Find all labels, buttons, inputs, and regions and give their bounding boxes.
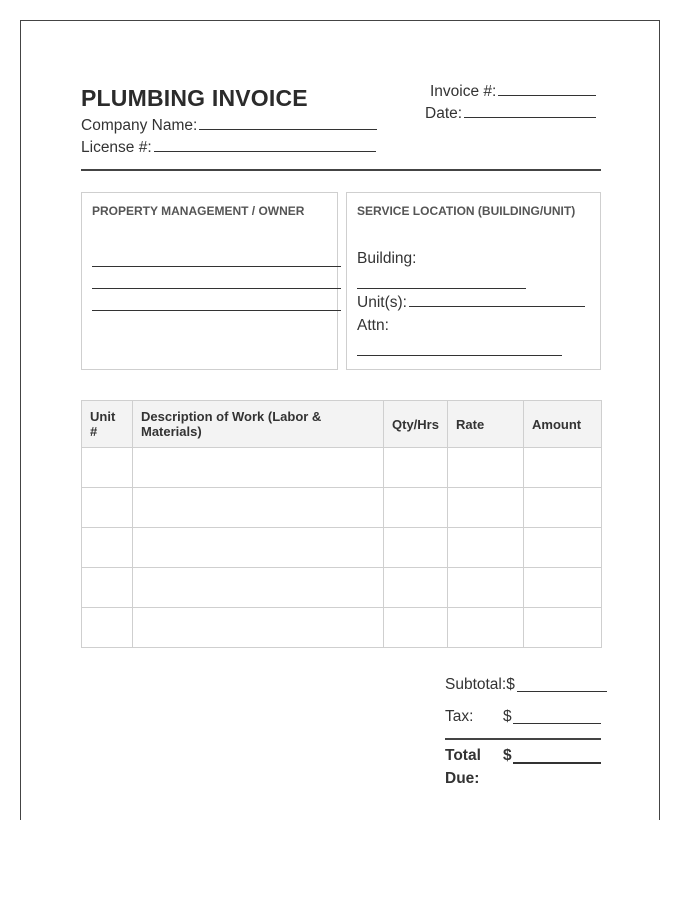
cell-qty-hrs[interactable] xyxy=(384,608,448,648)
table-row xyxy=(82,568,602,608)
owner-line-1[interactable] xyxy=(92,266,341,267)
service-location-heading: SERVICE LOCATION (BUILDING/UNIT) xyxy=(357,204,576,218)
building-label: Building: xyxy=(357,250,417,267)
property-management-box xyxy=(81,192,338,370)
units-line xyxy=(357,294,585,312)
cell-rate[interactable] xyxy=(448,608,524,648)
cell-unit[interactable] xyxy=(82,528,133,568)
date-line xyxy=(425,105,596,123)
date-label: Date: xyxy=(425,105,463,122)
invoice-number-field[interactable] xyxy=(498,83,596,96)
column-header-qty-hrs: Qty/Hrs xyxy=(384,401,448,448)
date-field[interactable] xyxy=(464,105,596,118)
cell-rate[interactable] xyxy=(448,488,524,528)
cell-amount[interactable] xyxy=(524,488,602,528)
invoice-number-line xyxy=(430,83,596,101)
cell-amount[interactable] xyxy=(524,528,602,568)
total-due-label-line2: Due: xyxy=(445,770,480,787)
units-field[interactable] xyxy=(409,294,585,307)
column-header-unit: Unit # xyxy=(82,401,133,448)
cell-amount[interactable] xyxy=(524,568,602,608)
company-name-label: Company Name: xyxy=(81,117,198,134)
cell-description[interactable] xyxy=(133,608,384,648)
table-row xyxy=(82,488,602,528)
subtotal-label: Subtotal: xyxy=(445,676,507,693)
cell-rate[interactable] xyxy=(448,448,524,488)
total-due-currency: $ xyxy=(503,747,512,764)
cell-qty-hrs[interactable] xyxy=(384,488,448,528)
owner-line-2[interactable] xyxy=(92,288,341,289)
service-location-box xyxy=(346,192,601,370)
company-name-line xyxy=(81,117,377,135)
tax-currency: $ xyxy=(503,708,512,725)
column-header-amount: Amount xyxy=(524,401,602,448)
table-row xyxy=(82,448,602,488)
table-row xyxy=(82,528,602,568)
cell-unit[interactable] xyxy=(82,568,133,608)
cell-amount[interactable] xyxy=(524,608,602,648)
total-due-label-line1: Total xyxy=(445,747,481,764)
property-management-heading: PROPERTY MANAGEMENT / OWNER xyxy=(92,204,305,218)
units-label: Unit(s): xyxy=(357,294,407,311)
column-header-rate: Rate xyxy=(448,401,524,448)
cell-amount[interactable] xyxy=(524,448,602,488)
subtotal-field[interactable] xyxy=(517,691,607,692)
cell-qty-hrs[interactable] xyxy=(384,528,448,568)
cell-description[interactable] xyxy=(133,568,384,608)
cell-rate[interactable] xyxy=(448,568,524,608)
company-name-field[interactable] xyxy=(199,117,377,130)
cell-description[interactable] xyxy=(133,488,384,528)
column-header-description: Description of Work (Labor & Materials) xyxy=(133,401,384,448)
invoice-title: PLUMBING INVOICE xyxy=(81,85,308,111)
subtotal-line xyxy=(445,676,515,694)
building-field[interactable] xyxy=(357,288,526,289)
cell-description[interactable] xyxy=(133,448,384,488)
invoice-number-label: Invoice #: xyxy=(430,83,497,100)
license-label: License #: xyxy=(81,139,152,156)
subtotal-currency: $ xyxy=(506,676,515,693)
owner-line-3[interactable] xyxy=(92,310,341,311)
attn-field[interactable] xyxy=(357,355,562,356)
cell-qty-hrs[interactable] xyxy=(384,568,448,608)
cell-description[interactable] xyxy=(133,528,384,568)
invoice-page xyxy=(20,20,660,820)
cell-qty-hrs[interactable] xyxy=(384,448,448,488)
license-field[interactable] xyxy=(154,139,376,152)
header-divider xyxy=(81,169,601,171)
table-row xyxy=(82,608,602,648)
table-header-row xyxy=(82,401,602,448)
attn-label: Attn: xyxy=(357,317,389,334)
cell-rate[interactable] xyxy=(448,528,524,568)
tax-label: Tax: xyxy=(445,708,474,725)
line-items-table xyxy=(81,400,602,648)
license-line xyxy=(81,139,376,157)
cell-unit[interactable] xyxy=(82,608,133,648)
cell-unit[interactable] xyxy=(82,448,133,488)
tax-field[interactable] xyxy=(513,723,601,724)
cell-unit[interactable] xyxy=(82,488,133,528)
total-due-field[interactable] xyxy=(513,762,601,764)
totals-divider xyxy=(445,738,601,740)
